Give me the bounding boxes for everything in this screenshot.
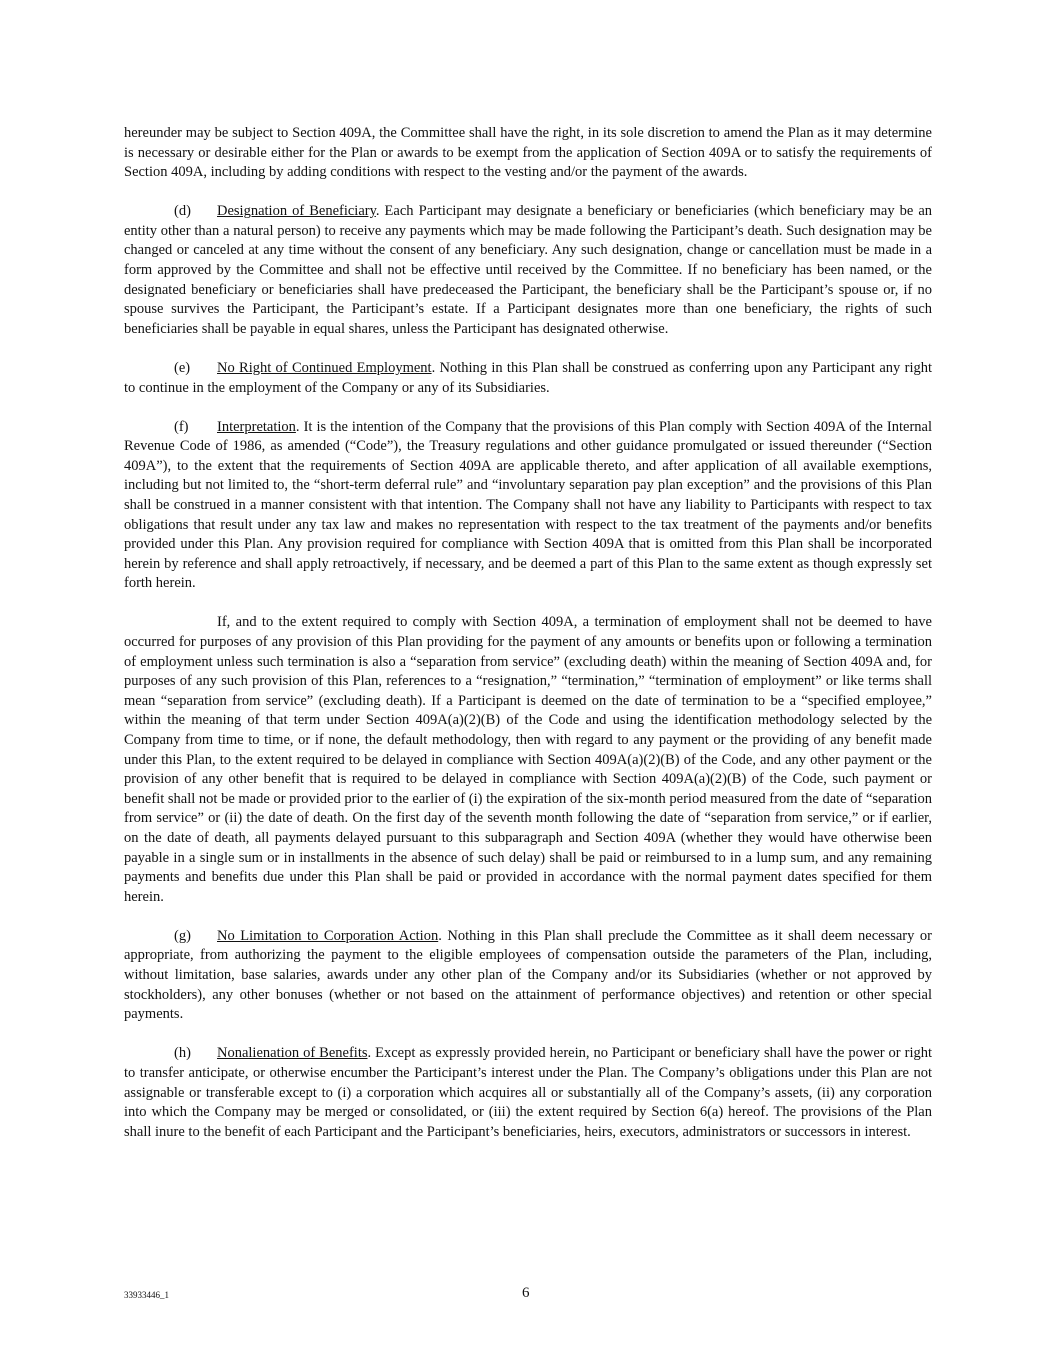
- section-d-heading: Designation of Beneficiary: [217, 203, 376, 220]
- continuation-paragraph: hereunder may be subject to Section 409A, the Committee shall have the right, in its sole discretion to amend the Plan as it may determine is necessary or desirable either for the Plan or awards to be exempt from the application of Section 409A or to satisfy the requirements of Section 409A, including by adding conditions with respect to the vesting and/or the payment of the awards.: [124, 125, 932, 181]
- section-e-marker: (e): [174, 359, 191, 376]
- section-g-marker: (g): [174, 927, 191, 944]
- section-h-text: . Except as expressly provided herein, no Participant or beneficiary shall have the power or right to transfer anticipate, or otherwise encumber the Participant’s interest under the Plan. The Company’s obligations under this Plan are not assignable or transferable except to (i) a corporation which acquires all or substantially all of the Company’s assets, (ii) any corporation into which the Company may be merged or consolidated, or (iii) the extent required by Section 6(a) hereof. The provisions of the Plan shall inure to the benefit of each Participant and the Participant’s beneficiaries, heirs, executors, administrators or successors in interest.: [124, 1045, 932, 1140]
- document-page: [124, 124, 932, 1162]
- section-d-text: . Each Participant may designate a beneficiary or beneficiaries (which beneficiary may be an entity other than a natural person) to receive any payments which may be made following the Participant’s death. Such designation may be changed or canceled at any time without the consent of any beneficiary. Any such designation, change or cancellation must be made in a form approved by the Committee and shall not be effective until received by the Committee. If no beneficiary has been named, or the designated beneficiary or beneficiaries shall have predeceased the Participant, the beneficiary shall be the Participant’s spouse or, if no spouse survives the Participant, the Participant’s estate. If a Participant designates more than one beneficiary, the rights of such beneficiaries shall be payable in equal shares, unless the Participant has designated otherwise.: [124, 203, 933, 337]
- section-g: [124, 927, 932, 1025]
- section-e-text: . Nothing in this Plan shall be construed as conferring upon any Participant any right to continue in the employment of the Company or any of its Subsidiaries.: [124, 359, 932, 396]
- section-f-text: . It is the intention of the Company that the provisions of this Plan comply with Section 409A of the Internal Revenue Code of 1986, as amended (“Code”), the Treasury regulations and other guidance promulgated or issued thereunder (“Section 409A”), to the extent that the requirements of Section 409A are applicable thereto, and after application of all available exemptions, including but not limited to, the “short-term deferral rule” and “involuntary separation pay plan exception” and the provisions of this Plan shall be construed in a manner consistent with that intention. The Company shall not have any liability to Participants with respect to tax obligations that result under any tax law and makes no representation with respect to the tax treatment of the payments and/or benefits provided under this Plan. Any provision required for compliance with Section 409A that is omitted from this Plan shall be incorporated herein by reference and shall apply retroactively, if necessary, and be deemed a part of this Plan to the same extent as though expressly set forth herein.: [124, 418, 932, 592]
- section-f-heading: Interpretation: [217, 418, 296, 435]
- section-h: [124, 1044, 932, 1142]
- section-d-marker: (d): [174, 203, 191, 220]
- section-g-text: . Nothing in this Plan shall preclude the Committee as it shall deem necessary or appropriate, from authorizing the payment to the eligible employees of compensation outside the parameters of the Plan, including, without limitation, base salaries, awards under any other plan of the Company and/or its Subsidiaries (whether or not approved by stockholders), any other bonuses (whether or not based on the attainment of performance objectives) and retention or other special payments.: [124, 927, 933, 1023]
- section-f-marker: (f): [174, 418, 189, 435]
- section-h-heading: Nonalienation of Benefits: [217, 1045, 368, 1062]
- section-f-continuation: If, and to the extent required to comply with Section 409A, a termination of employment shall not be deemed to have occurred for purposes of any provision of this Plan providing for the payment of any amounts or benefits upon or following a termination of employment unless such termination is also a “separation from service” (excluding death) within the meaning of Section 409A and, for purposes of any such provision of this Plan, references to a “resignation,” “termination,” “termination of employment” or like terms shall mean “separation from service” (excluding death). If a Participant is deemed on the date of termination to be a “specified employee,” within the meaning of that term under Section 409A(a)(2)(B) of the Code and using the identification methodology selected by the Company from time to time, or if none, the default methodology, then with regard to any payment or the providing of any benefit made under this Plan, to the extent required to be delayed in compliance with Section 409A(a)(2)(B) of the Code, and any other payment or the provision of any other benefit that is required to be delayed in compliance with Section 409A(a)(2)(B) of the Code, such payment or benefit shall not be made or provided prior to the earlier of (i) the expiration of the six-month period measured from the date of “separation from service” or (ii) the date of death. On the first day of the seventh month following the date of “separation from service,” or if earlier, on the date of death, all payments delayed pursuant to this subparagraph and Section 409A (whether they would have otherwise been payable in a single sum or in installments in the absence of such delay) shall be paid or reimbursed to in a lump sum, and any remaining payments and benefits due under this Plan shall be paid or provided in accordance with the normal payment dates specified for them herein.: [124, 614, 932, 905]
- section-e: [124, 359, 932, 398]
- section-d: [124, 202, 932, 339]
- footer-doc-id: 33933446_1: [124, 1290, 169, 1300]
- section-f: [124, 418, 932, 594]
- section-g-heading: No Limitation to Corporation Action: [217, 927, 439, 944]
- section-e-heading: No Right of Continued Employment: [217, 359, 432, 376]
- footer-page-number: 6: [522, 1285, 530, 1301]
- section-h-marker: (h): [174, 1045, 191, 1062]
